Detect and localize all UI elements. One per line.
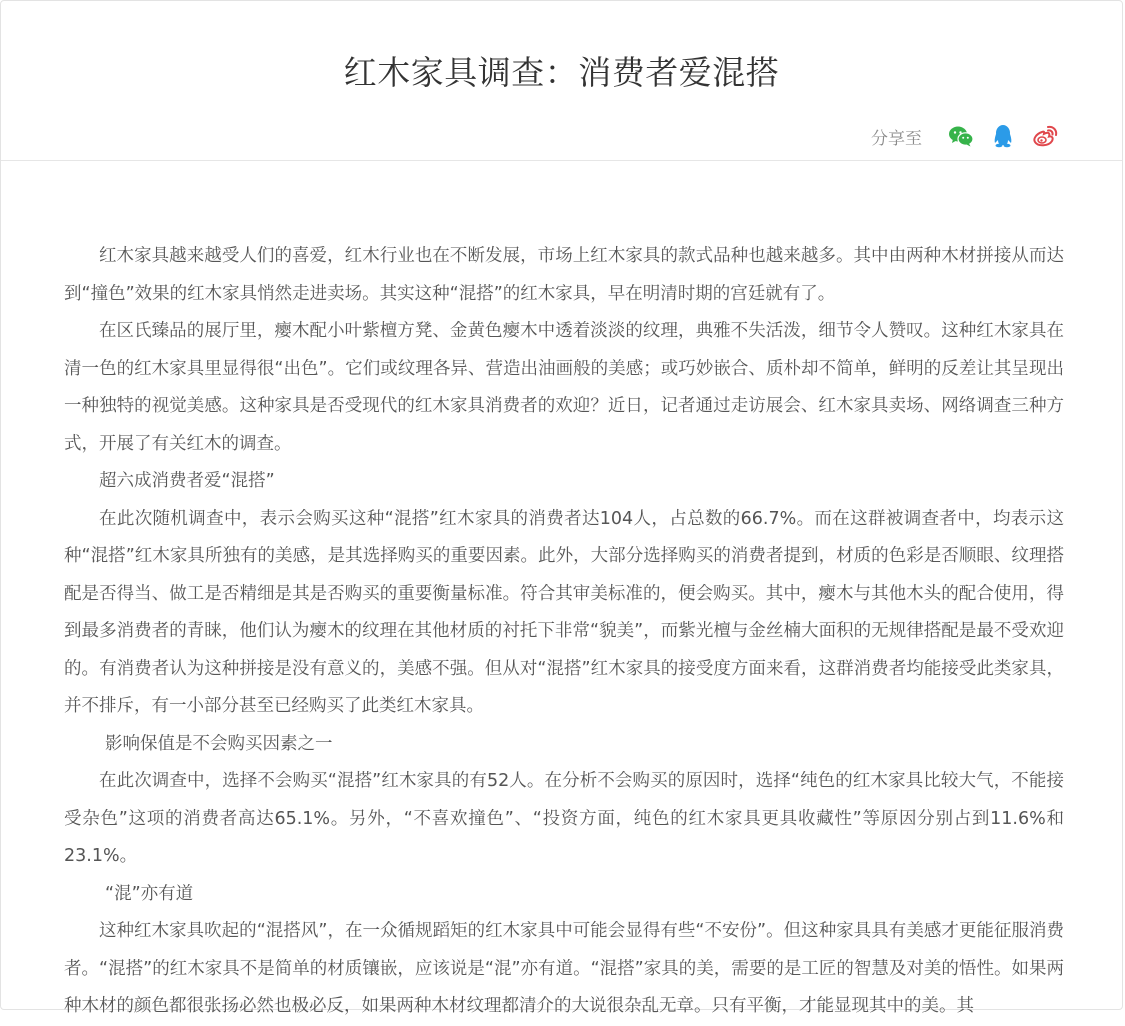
article-paragraph: 这种红木家具吹起的“混搭风”，在一众循规蹈矩的红木家具中可能会显得有些“不安份”。但这种家具具有美感才更能征服消费者。“混搭”的红木家具不是简单的材质镶嵌，应该说是“混”亦有道。“混搭”家具的美，需要的是工匠的智慧及对美的悟性。如果两种木材的颜色都很张扬必然也极必反，如果两种木材纹理都清介的大说很杂乱无章。只有平衡，才能显现其中的美。其 [64, 921, 1064, 1016]
share-wechat-button[interactable] [946, 121, 976, 151]
article-paragraph: 在区氏臻品的展厅里，瘿木配小叶紫檀方凳、金黄色瘿木中透着淡淡的纹理，典雅不失活泼，细节令人赞叹。这种红木家具在清一色的红木家具里显得很“出色”。它们或纹理各异、营造出油画般的美感；或巧妙嵌合、质朴却不简单，鲜明的反差让其呈现出一种独特的视觉美感。这种家具是否受现代的红木家具消费者的欢迎？近日，记者通过走访展会、红木家具卖场、网络调查三种方式，开展了有关红木的调查。 [64, 321, 1064, 454]
share-bar [871, 121, 1060, 151]
qq-icon [992, 124, 1014, 148]
article-paragraph: 在此次调查中，选择不会购买“混搭”红木家具的有52人。在分析不会购买的原因时，选择“纯色的红木家具比较大气，不能接受杂色”这项的消费者高达65.1%。另外，“不喜欢撞色”、“投资方面，纯色的红木家具更具收藏性”等原因分别占到11.6%和23.1%。 [64, 771, 1064, 866]
section-heading: 影响保值是不会购买因素之一 [105, 733, 333, 754]
article-body [64, 238, 1064, 1026]
article-header [1, 1, 1122, 161]
share-weibo-button[interactable] [1030, 121, 1060, 151]
article-paragraph: 在此次随机调查中，表示会购买这种“混搭”红木家具的消费者达104人，占总数的66.7%。而在这群被调查者中，均表示这种“混搭”红木家具所独有的美感，是其选择购买的重要因素。此外，大部分选择购买的消费者提到，材质的色彩是否顺眼、纹理搭配是否得当、做工是否精细是其是否购买的重要衡量标准。符合其审美标准的，便会购买。其中，瘿木与其他木头的配合使用，得到最多消费者的青睐，他们认为瘿木的纹理在其他材质的衬托下非常“貌美”，而紫光檀与金丝楠大面积的无规律搭配是最不受欢迎的。有消费者认为这种拼接是没有意义的，美感不强。但从对“混搭”红木家具的接受度方面来看，这群消费者均能接受此类家具，并不排斥，有一小部分甚至已经购买了此类红木家具。 [64, 508, 1064, 716]
section-heading: 超六成消费者爱“混搭” [99, 471, 275, 491]
section-heading: “混”亦有道 [105, 883, 194, 904]
wechat-icon [948, 125, 974, 147]
share-label: 分享至 [871, 128, 922, 149]
article-title: 红木家具调查：消费者爱混搭 [343, 53, 780, 92]
weibo-icon [1032, 125, 1058, 147]
article-paragraph: 红木家具越来越受人们的喜爱，红木行业也在不断发展，市场上红木家具的款式品种也越来越多。其中由两种木材拼接从而达到“撞色”效果的红木家具悄然走进卖场。其实这种“混搭”的红木家具，早在明清时期的宫廷就有了。 [64, 246, 1064, 304]
share-qq-button[interactable] [988, 121, 1018, 151]
